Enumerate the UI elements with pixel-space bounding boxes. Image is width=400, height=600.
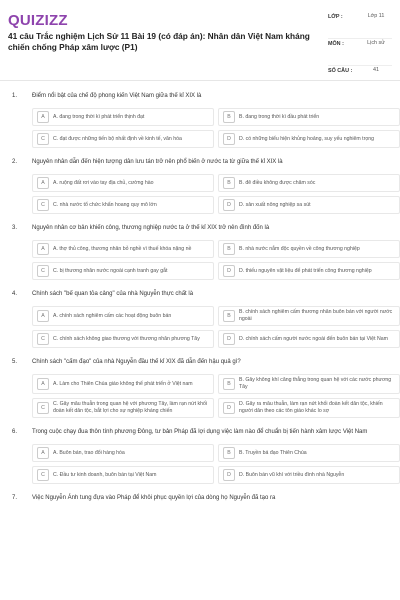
question-text: Chính sách "cấm đạo" của nhà Nguyễn đầu thế kỉ XIX đã dẫn đến hậu quả gì? bbox=[32, 359, 241, 365]
answer-option[interactable] bbox=[32, 466, 214, 484]
answer-option[interactable] bbox=[32, 444, 214, 462]
option-text: B. Gây không khí căng thẳng trong quan hệ với các nước phương Tây bbox=[239, 377, 392, 390]
option-letter-badge: A bbox=[37, 177, 49, 189]
question-line bbox=[0, 158, 400, 166]
option-letter-badge: A bbox=[37, 111, 49, 123]
option-text: B. Truyền bá đạo Thiên Chúa bbox=[239, 449, 307, 456]
option-text: B. đang trong thời kì đầu phát triển bbox=[239, 113, 320, 120]
question-item bbox=[0, 224, 400, 280]
question-number: 4. bbox=[12, 291, 18, 297]
question-text: Nguyên nhân dẫn đến hiện tượng dân lưu tán trở nên phổ biến ở nước ta từ giữa thế kỉ XIX là bbox=[32, 159, 283, 165]
answer-options bbox=[0, 240, 400, 280]
option-letter-badge: D bbox=[223, 469, 235, 481]
meta-value: Lịch sử bbox=[367, 40, 385, 46]
meta-value: 41 bbox=[373, 67, 379, 73]
answer-option[interactable] bbox=[32, 174, 214, 192]
answer-options bbox=[0, 174, 400, 214]
option-text: D. sản xuất nông nghiệp sa sút bbox=[239, 201, 311, 208]
worksheet-header bbox=[0, 0, 400, 81]
question-item bbox=[0, 92, 400, 148]
option-text: A. đang trong thời kì phát triển thịnh đạt bbox=[53, 113, 145, 120]
option-letter-badge: C bbox=[37, 199, 49, 211]
option-letter-badge: D bbox=[223, 265, 235, 277]
option-text: A. Buôn bán, trao đổi hàng hóa bbox=[53, 449, 125, 456]
option-text: C. chính sách không giao thương với thương nhân phương Tây bbox=[53, 335, 200, 342]
question-text: Trong cuộc chạy đua thôn tính phương Đông, tư bản Pháp đã lợi dụng việc làm nào để chuẩn bị tiến hành xâm lược Việt Nam bbox=[32, 429, 368, 435]
question-line bbox=[0, 92, 400, 100]
option-letter-badge: C bbox=[37, 333, 49, 345]
question-text: Việc Nguyễn Ánh tung đựa vào Pháp để khôi phục quyền lợi của dòng họ Nguyễn đã tạo ra bbox=[32, 495, 276, 501]
question-line bbox=[0, 494, 400, 502]
option-text: D. thiếu nguyên vật liệu để phát triển công thương nghiệp bbox=[239, 267, 372, 274]
answer-option[interactable] bbox=[218, 466, 400, 484]
option-letter-badge: B bbox=[223, 111, 235, 123]
option-letter-badge: A bbox=[37, 310, 49, 322]
answer-option[interactable] bbox=[218, 330, 400, 348]
answer-option[interactable] bbox=[218, 196, 400, 214]
answer-options bbox=[0, 374, 400, 418]
answer-option[interactable] bbox=[32, 306, 214, 326]
option-text: B. chính sách nghiêm cấm thương nhân buôn bán với người nước ngoài bbox=[239, 309, 393, 322]
option-text: C. Gây mâu thuẫn trong quan hệ với phương Tây, làm rạn nứt khối đoàn kết dân tộc, bắt lợi cho sự nghiệp kháng chiến bbox=[53, 401, 207, 414]
answer-options bbox=[0, 444, 400, 484]
answer-option[interactable] bbox=[218, 306, 400, 326]
quizizz-logo[interactable]: QUIZIZZ bbox=[8, 12, 68, 29]
option-letter-badge: B bbox=[223, 310, 235, 322]
meta-row-subject bbox=[328, 39, 392, 66]
question-text: Điểm nổi bật của chế độ phong kiến Việt Nam giữa thế kỉ XIX là bbox=[32, 93, 202, 99]
option-text: A. Làm cho Thiên Chúa giáo không thể phát triển ở Việt nam bbox=[53, 380, 193, 387]
question-item bbox=[0, 290, 400, 348]
option-text: A. ruộng đất rơi vào tay địa chủ, cường hào bbox=[53, 179, 154, 186]
option-letter-badge: C bbox=[37, 402, 49, 414]
option-text: D. Buôn bán vũ khí với triều đình nhà Nguyễn bbox=[239, 471, 345, 478]
answer-option[interactable] bbox=[32, 398, 214, 418]
option-letter-badge: D bbox=[223, 133, 235, 145]
meta-label: MÔN : bbox=[328, 41, 344, 47]
question-line bbox=[0, 428, 400, 436]
answer-option[interactable] bbox=[32, 262, 214, 280]
question-number: 1. bbox=[12, 93, 18, 99]
question-item bbox=[0, 358, 400, 418]
option-letter-badge: A bbox=[37, 243, 49, 255]
option-text: D. chính sách cấm người nước ngoài đến buôn bán tại Việt Nam bbox=[239, 335, 388, 342]
meta-row-class bbox=[328, 12, 392, 39]
option-text: C. Đầu tư kinh doanh, buôn bán tại Việt Nam bbox=[53, 471, 157, 478]
option-letter-badge: A bbox=[37, 447, 49, 459]
answer-option[interactable] bbox=[218, 174, 400, 192]
option-text: A. thợ thủ công, thương nhân bỏ nghề vì thuế khóa nặng nề bbox=[53, 245, 192, 252]
option-letter-badge: C bbox=[37, 469, 49, 481]
answer-option[interactable] bbox=[218, 262, 400, 280]
question-text: Chính sách "bế quan tỏa cảng" của nhà Nguyễn thực chất là bbox=[32, 291, 194, 297]
option-letter-badge: D bbox=[223, 333, 235, 345]
option-text: B. đê điều không được chăm sóc bbox=[239, 179, 316, 186]
option-letter-badge: D bbox=[223, 199, 235, 211]
answer-options bbox=[0, 108, 400, 148]
meta-label: SỐ CÂU : bbox=[328, 68, 353, 74]
answer-option[interactable] bbox=[32, 196, 214, 214]
meta-panel bbox=[328, 12, 392, 80]
answer-option[interactable] bbox=[32, 374, 214, 394]
answer-option[interactable] bbox=[218, 240, 400, 258]
option-letter-badge: A bbox=[37, 378, 49, 390]
question-item bbox=[0, 494, 400, 502]
question-line bbox=[0, 224, 400, 232]
answer-option[interactable] bbox=[32, 240, 214, 258]
option-text: C. bị thương nhân nước ngoài cạnh tranh gay gắt bbox=[53, 267, 168, 274]
question-number: 2. bbox=[12, 159, 18, 165]
answer-option[interactable] bbox=[32, 108, 214, 126]
option-text: D. Gây ra mâu thuẫn, làm rạn nứt khối đoàn kết dân tộc, khiến người dân theo các tôn giáo khác lo sợ bbox=[239, 401, 383, 414]
option-letter-badge: D bbox=[223, 402, 235, 414]
meta-value: Lớp 11 bbox=[367, 13, 385, 19]
option-text: D. có những biểu hiện khủng hoảng, suy yếu nghiêm trọng bbox=[239, 135, 374, 142]
meta-label: LỚP : bbox=[328, 14, 343, 20]
page-title: 41 câu Trắc nghiệm Lịch Sử 11 Bài 19 (có đáp án): Nhân dân Việt Nam kháng chiến chống Pháp xâm lược (P1) bbox=[8, 31, 310, 52]
option-letter-badge: B bbox=[223, 447, 235, 459]
answer-options bbox=[0, 306, 400, 348]
answer-option[interactable] bbox=[218, 374, 400, 394]
question-number: 3. bbox=[12, 225, 18, 231]
question-line bbox=[0, 358, 400, 366]
option-text: A. chính sách nghiêm cấm các hoạt động buôn bán bbox=[53, 312, 172, 319]
option-letter-badge: C bbox=[37, 133, 49, 145]
question-list bbox=[0, 92, 400, 512]
question-line bbox=[0, 290, 400, 298]
question-item bbox=[0, 428, 400, 484]
option-letter-badge: B bbox=[223, 378, 235, 390]
option-text: C. nhà nước tổ chức khẩn hoang quy mô lớn bbox=[53, 201, 157, 208]
option-letter-badge: B bbox=[223, 177, 235, 189]
question-number: 5. bbox=[12, 359, 18, 365]
question-item bbox=[0, 158, 400, 214]
question-text: Nguyên nhân cơ bản khiến công, thương nghiệp nước ta ở thế kỉ XIX trở nên đình đốn là bbox=[32, 225, 270, 231]
question-number: 7. bbox=[12, 495, 18, 501]
answer-option[interactable] bbox=[32, 330, 214, 348]
option-text: B. nhà nước nắm độc quyền về công thương nghiệp bbox=[239, 245, 360, 252]
option-text: C. đạt được những tiến bộ nhất định về kinh tế, văn hóa bbox=[53, 135, 182, 142]
option-letter-badge: B bbox=[223, 243, 235, 255]
option-letter-badge: C bbox=[37, 265, 49, 277]
answer-option[interactable] bbox=[218, 398, 400, 418]
answer-option[interactable] bbox=[218, 444, 400, 462]
answer-option[interactable] bbox=[218, 130, 400, 148]
answer-option[interactable] bbox=[218, 108, 400, 126]
question-number: 6. bbox=[12, 429, 18, 435]
meta-row-count bbox=[328, 66, 392, 80]
answer-option[interactable] bbox=[32, 130, 214, 148]
